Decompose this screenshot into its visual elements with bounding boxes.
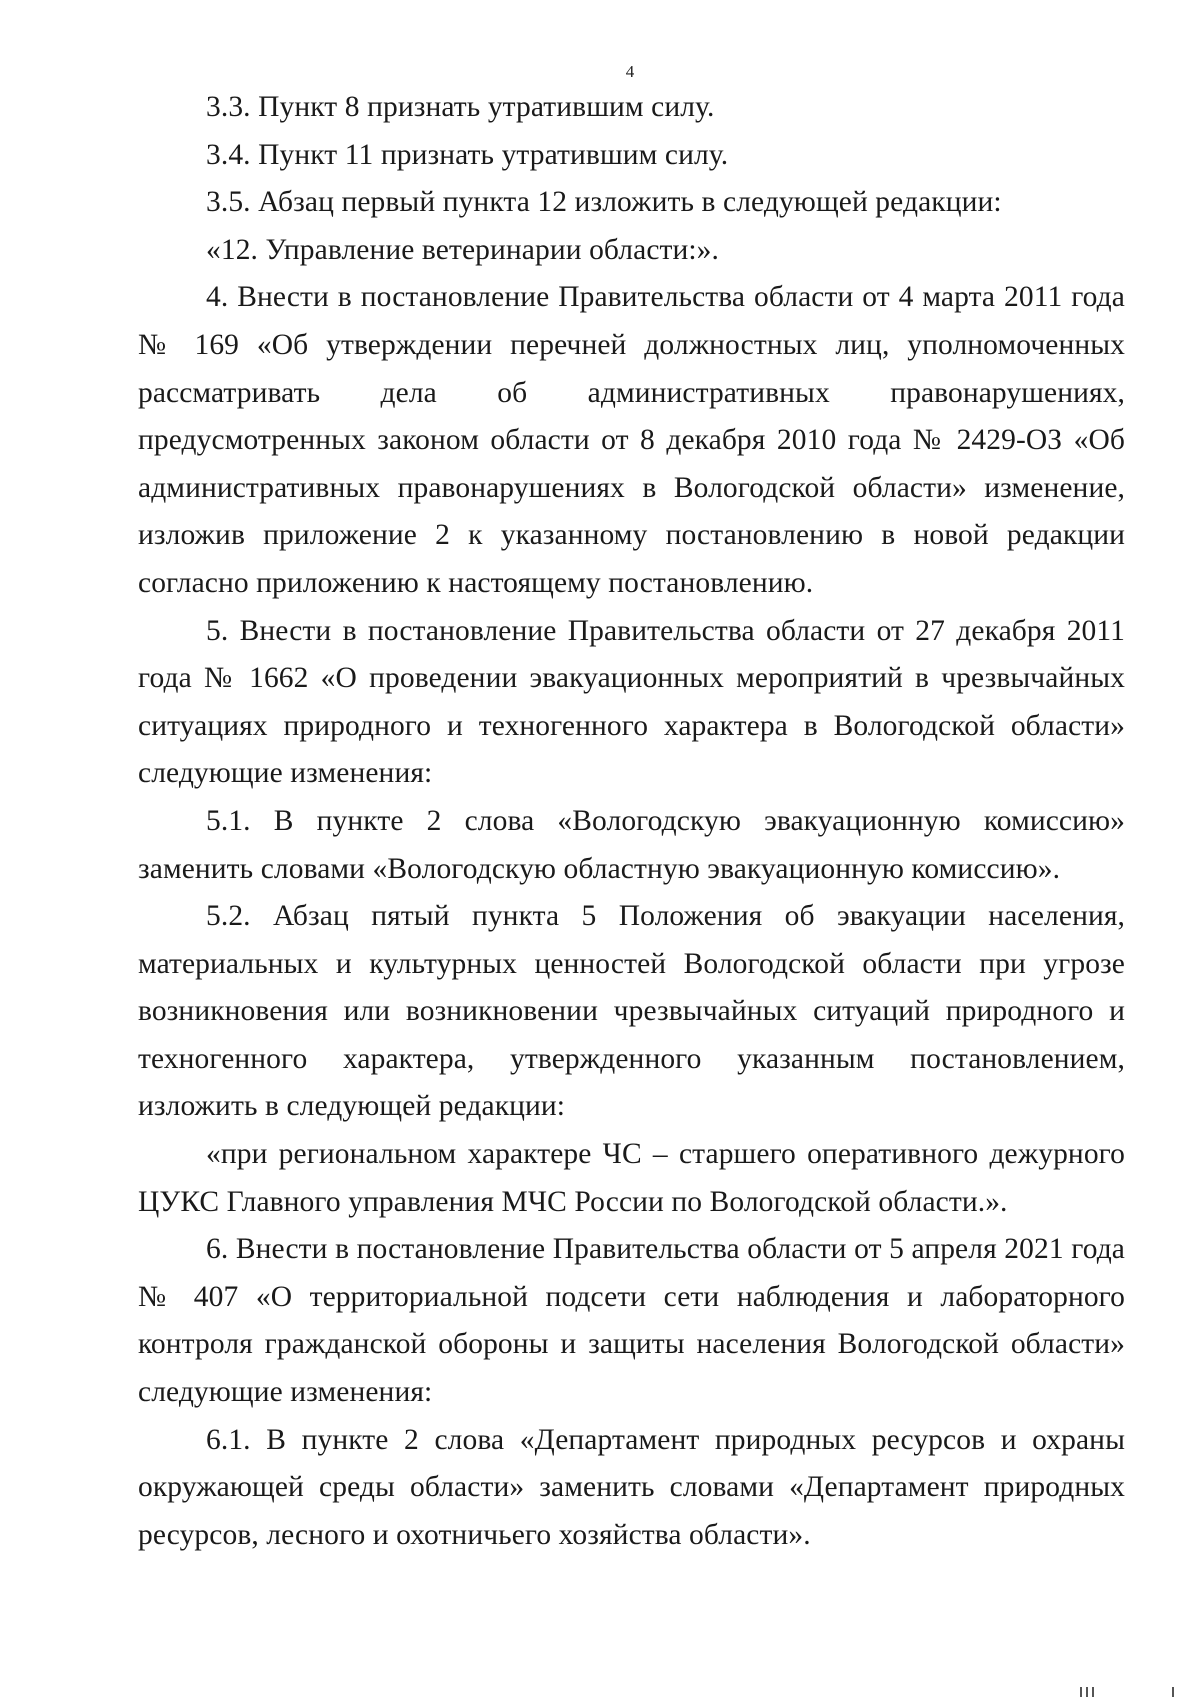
paragraph-5-2: 5.2. Абзац пятый пункта 5 Положения об эвакуации населения, материальных и культурных ценностей Вологодской области при угрозе возникновения или возникновении чрезвычайных ситуаций природного и техногенного характера, утвержденного указанным постановлением, изложить в следующей редакции: <box>138 900 1125 1123</box>
paragraph-6-1: 6.1. В пункте 2 слова «Департамент природных ресурсов и охраны окружающей среды области» заменить словами «Департамент природных ресурсов, лесного и охотничьего хозяйства области». <box>138 1423 1125 1551</box>
paragraph-4: 4. Внести в постановление Правительства области от 4 марта 2011 года № 169 «Об утверждении перечней должностных лиц, уполномоченных рассматривать дела об административных правонарушениях, предусмотренных законом области от 8 декабря 2010 года № 2429-ОЗ «Об административных правонарушениях в Вологодской области» изменение, изложив приложение 2 к указанному постановлению в новой редакции согласно приложению к настоящему постановлению. <box>138 281 1125 599</box>
document-body <box>138 84 1125 1559</box>
paragraph-3-4: 3.4. Пункт 11 признать утратившим силу. <box>206 138 729 171</box>
paragraph-3-5: 3.5. Абзац первый пункта 12 изложить в следующей редакции: <box>206 186 1002 219</box>
paragraph-3-3: 3.3. Пункт 8 признать утратившим силу. <box>206 91 715 123</box>
scan-edge-mark <box>1080 1687 1082 1697</box>
scan-edge-mark <box>1092 1687 1094 1697</box>
paragraph-5: 5. Внести в постановление Правительства области от 27 декабря 2011 года № 1662 «О проведении эвакуационных мероприятий в чрезвычайных ситуациях природного и техногенного характера в Вологодской области» следующие изменения: <box>138 614 1125 790</box>
page-number: 4 <box>625 62 635 81</box>
paragraph-5-1: 5.1. В пункте 2 слова «Вологодскую эвакуационную комиссию» заменить словами «Вологодскую областную эвакуационную комиссию». <box>138 804 1125 885</box>
paragraph-3-5-quote: «12. Управление ветеринарии области:». <box>206 233 720 266</box>
paragraph-6: 6. Внести в постановление Правительства области от 5 апреля 2021 года № 407 «О территориальной подсети сети наблюдения и лабораторного контроля гражданской обороны и защиты населения Вологодской области» следующие изменения: <box>138 1233 1125 1409</box>
paragraph-5-2-quote: «при региональном характере ЧС – старшего оперативного дежурного ЦУКС Главного управления МЧС России по Вологодской области.». <box>138 1138 1125 1218</box>
scan-edge-mark <box>1172 1687 1174 1697</box>
scan-edge-mark <box>1086 1687 1088 1697</box>
